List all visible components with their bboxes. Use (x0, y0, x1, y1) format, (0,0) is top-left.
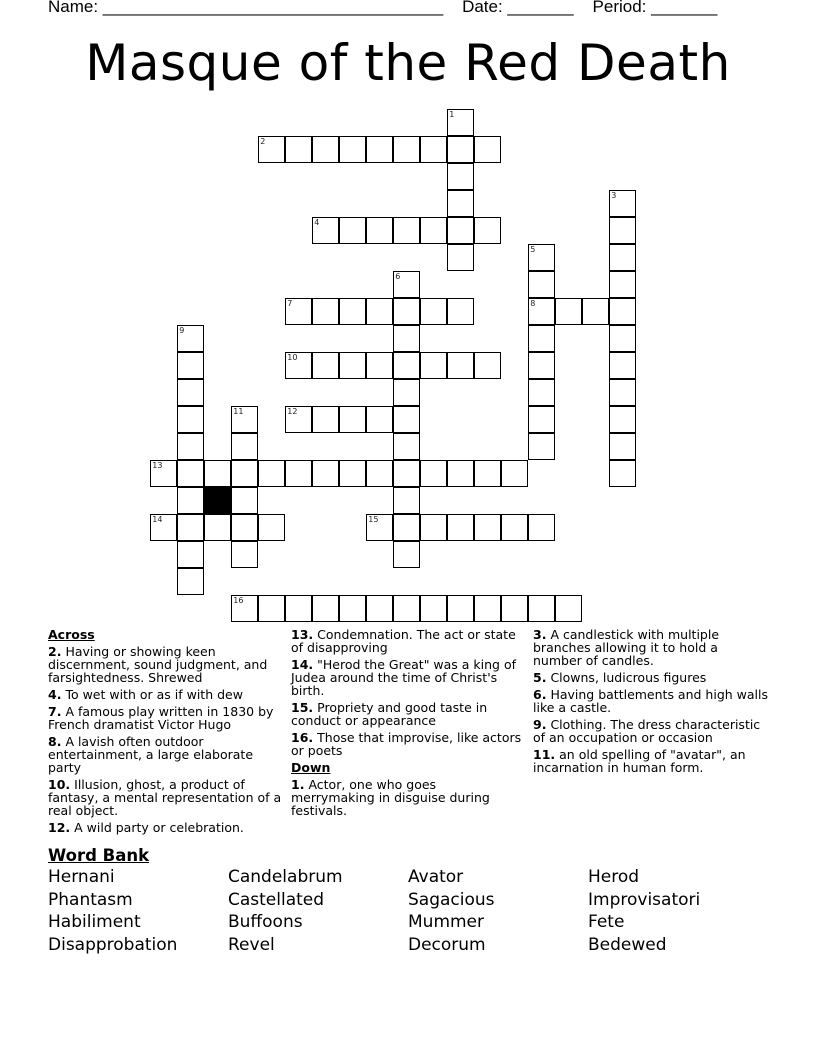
word-bank-item: Habiliment (48, 912, 141, 933)
clue-across-15: 15. Propriety and good taste in conduct or appearance (291, 700, 488, 728)
clue-down-9: 9. Clothing. The dress characteristic of an occupation or occasion (533, 717, 761, 745)
grid-cell[interactable] (177, 379, 204, 406)
grid-cell[interactable] (420, 595, 447, 622)
grid-cell[interactable] (609, 190, 636, 217)
clue-across-2: 2. Having or showing keen discernment, sound judgment, and farsightedness. Shrewed (48, 644, 268, 685)
grid-cell[interactable] (258, 514, 285, 541)
clues-column-2 (291, 628, 523, 821)
grid-cell[interactable] (231, 433, 258, 460)
grid-cell[interactable] (609, 352, 636, 379)
word-bank (48, 866, 768, 956)
grid-cell[interactable] (258, 595, 285, 622)
clue-down-11: 11. an old spelling of "avatar", an incarnation in human form. (533, 747, 746, 775)
grid-cell[interactable] (258, 136, 285, 163)
clue-number: 7 (287, 299, 293, 309)
word-bank-item: Decorum (408, 934, 486, 955)
black-cell (204, 487, 231, 514)
grid-cell[interactable] (177, 406, 204, 433)
grid-cell[interactable] (366, 460, 393, 487)
grid-cell[interactable] (447, 217, 474, 244)
grid-cell[interactable] (609, 379, 636, 406)
grid-cell[interactable] (312, 217, 339, 244)
word-bank-item: Avator (408, 867, 464, 887)
clue-number: 15 (368, 515, 379, 525)
grid-cell[interactable] (231, 541, 258, 568)
clue-across-12: 12. A wild party or celebration. (48, 820, 244, 835)
grid-cell[interactable] (231, 406, 258, 433)
grid-cell[interactable] (474, 136, 501, 163)
grid-cell[interactable] (447, 460, 474, 487)
grid-cell[interactable] (555, 298, 582, 325)
grid-cell[interactable] (339, 406, 366, 433)
student-info-line (48, 0, 717, 17)
grid-cell[interactable] (528, 298, 555, 325)
grid-cell[interactable] (177, 325, 204, 352)
grid-cell[interactable] (177, 514, 204, 541)
grid-cell[interactable] (501, 460, 528, 487)
grid-cell[interactable] (366, 298, 393, 325)
grid-cell[interactable] (312, 352, 339, 379)
grid-cell[interactable] (393, 487, 420, 514)
name-field[interactable]: Name: ____________________________________ (48, 0, 444, 16)
grid-cell[interactable] (312, 136, 339, 163)
grid-cell[interactable] (366, 595, 393, 622)
grid-cell[interactable] (177, 460, 204, 487)
grid-cell[interactable] (285, 406, 312, 433)
grid-cell[interactable] (474, 217, 501, 244)
clue-number: 9 (179, 326, 185, 336)
clue-down-6: 6. Having battlements and high walls like a castle. (533, 687, 768, 715)
grid-cell[interactable] (339, 217, 366, 244)
grid-cell[interactable] (420, 136, 447, 163)
grid-cell[interactable] (474, 460, 501, 487)
grid-cell[interactable] (177, 487, 204, 514)
grid-cell[interactable] (393, 433, 420, 460)
grid-cell[interactable] (231, 595, 258, 622)
grid-cell[interactable] (204, 460, 231, 487)
grid-cell[interactable] (528, 595, 555, 622)
grid-cell[interactable] (177, 433, 204, 460)
clue-down-1: 1. Actor, one who goes merrymaking in disguise during festivals. (291, 777, 490, 818)
grid-cell[interactable] (474, 514, 501, 541)
grid-cell[interactable] (177, 352, 204, 379)
grid-cell[interactable] (339, 136, 366, 163)
word-bank-heading: Word Bank (48, 846, 150, 865)
clue-across-16: 16. Those that improvise, like actors or poets (291, 730, 522, 758)
grid-cell[interactable] (285, 460, 312, 487)
grid-cell[interactable] (609, 406, 636, 433)
grid-cell[interactable] (393, 298, 420, 325)
grid-cell[interactable] (528, 514, 555, 541)
grid-cell[interactable] (312, 298, 339, 325)
grid-cell[interactable] (474, 352, 501, 379)
grid-cell[interactable] (393, 352, 420, 379)
grid-cell[interactable] (447, 514, 474, 541)
word-bank-item: Fete (588, 912, 625, 933)
clue-number: 3 (611, 191, 617, 201)
clue-down-3: 3. A candlestick with multiple branches allowing it to hold a number of candles. (533, 627, 720, 668)
clue-number: 13 (152, 461, 163, 471)
clue-number: 16 (233, 596, 244, 606)
date-field[interactable]: Date: _______ (462, 0, 574, 16)
grid-cell[interactable] (366, 217, 393, 244)
grid-cell[interactable] (528, 433, 555, 460)
grid-cell[interactable] (366, 136, 393, 163)
across-heading: Across (48, 627, 95, 642)
grid-cell[interactable] (177, 541, 204, 568)
grid-cell[interactable] (609, 298, 636, 325)
grid-cell[interactable] (420, 514, 447, 541)
grid-cell[interactable] (501, 514, 528, 541)
clue-number: 2 (260, 137, 266, 147)
clue-number: 1 (449, 110, 455, 120)
word-bank-item: Buffoons (228, 912, 303, 933)
grid-cell[interactable] (474, 595, 501, 622)
grid-cell[interactable] (420, 352, 447, 379)
clue-number: 4 (314, 218, 320, 228)
grid-cell[interactable] (312, 595, 339, 622)
grid-cell[interactable] (339, 298, 366, 325)
grid-cell[interactable] (393, 514, 420, 541)
grid-cell[interactable] (366, 514, 393, 541)
grid-cell[interactable] (528, 352, 555, 379)
grid-cell[interactable] (501, 595, 528, 622)
grid-cell[interactable] (393, 460, 420, 487)
grid-cell[interactable] (447, 136, 474, 163)
clue-number: 6 (395, 272, 401, 282)
grid-cell[interactable] (555, 595, 582, 622)
grid-cell[interactable] (420, 217, 447, 244)
grid-cell[interactable] (204, 514, 231, 541)
grid-cell[interactable] (339, 460, 366, 487)
clue-number: 14 (152, 515, 163, 525)
clue-number: 11 (233, 407, 244, 417)
clue-across-14: 14. "Herod the Great" was a king of Judea around the time of Christ's birth. (291, 657, 517, 698)
grid-cell[interactable] (231, 487, 258, 514)
clue-across-7: 7. A famous play written in 1830 by French dramatist Victor Hugo (48, 704, 274, 732)
down-heading: Down (291, 760, 331, 775)
word-bank-item: Revel (228, 934, 275, 955)
clue-across-13: 13. Condemnation. The act or state of disapproving (291, 627, 516, 655)
grid-cell[interactable] (393, 271, 420, 298)
grid-cell[interactable] (447, 244, 474, 271)
grid-cell[interactable] (393, 217, 420, 244)
clues-column-1 (48, 628, 284, 838)
grid-cell[interactable] (528, 271, 555, 298)
grid-cell[interactable] (609, 271, 636, 298)
grid-cell[interactable] (528, 406, 555, 433)
grid-cell[interactable] (393, 136, 420, 163)
word-bank-item: Herod (588, 867, 640, 887)
grid-cell[interactable] (285, 298, 312, 325)
clue-number: 5 (530, 245, 536, 255)
grid-cell[interactable] (609, 325, 636, 352)
clue-number: 12 (287, 407, 298, 417)
grid-cell[interactable] (177, 568, 204, 595)
word-bank-item: Bedewed (588, 934, 667, 955)
clue-number: 10 (287, 353, 298, 363)
grid-cell[interactable] (528, 244, 555, 271)
grid-cell[interactable] (231, 460, 258, 487)
grid-cell[interactable] (447, 190, 474, 217)
grid-cell[interactable] (366, 352, 393, 379)
grid-cell[interactable] (285, 595, 312, 622)
word-bank-item: Phantasm (48, 889, 133, 910)
clue-down-5: 5. Clowns, ludicrous figures (533, 670, 707, 685)
clue-across-4: 4. To wet with or as if with dew (48, 687, 243, 702)
grid-cell[interactable] (312, 460, 339, 487)
grid-cell[interactable] (285, 136, 312, 163)
grid-cell[interactable] (150, 514, 177, 541)
grid-cell[interactable] (393, 406, 420, 433)
grid-cell[interactable] (447, 595, 474, 622)
word-bank-item: Mummer (408, 912, 485, 933)
grid-cell[interactable] (231, 514, 258, 541)
period-field[interactable]: Period: _______ (592, 0, 718, 16)
grid-cell[interactable] (420, 298, 447, 325)
grid-cell[interactable] (447, 298, 474, 325)
grid-cell[interactable] (339, 352, 366, 379)
grid-cell[interactable] (393, 595, 420, 622)
grid-cell[interactable] (366, 406, 393, 433)
word-bank-item: Improvisatori (588, 889, 701, 910)
grid-cell[interactable] (447, 352, 474, 379)
grid-cell[interactable] (285, 352, 312, 379)
grid-cell[interactable] (393, 325, 420, 352)
grid-cell[interactable] (420, 460, 447, 487)
clue-across-8: 8. A lavish often outdoor entertainment, a large elaborate party (48, 734, 254, 775)
word-bank-item: Disapprobation (48, 934, 178, 955)
grid-cell[interactable] (582, 298, 609, 325)
grid-cell[interactable] (609, 217, 636, 244)
clues-column-3 (533, 628, 769, 778)
grid-cell[interactable] (447, 163, 474, 190)
grid-cell[interactable] (528, 325, 555, 352)
grid-cell[interactable] (339, 595, 366, 622)
grid-cell[interactable] (393, 379, 420, 406)
grid-cell[interactable] (312, 406, 339, 433)
grid-cell[interactable] (609, 460, 636, 487)
grid-cell[interactable] (447, 109, 474, 136)
clue-number: 8 (530, 299, 536, 309)
grid-cell[interactable] (609, 244, 636, 271)
clue-across-10: 10. Illusion, ghost, a product of fantasy, a mental representation of a real object. (48, 777, 282, 818)
grid-cell[interactable] (258, 460, 285, 487)
page-title: Masque of the Red Death (85, 34, 731, 92)
grid-cell[interactable] (609, 433, 636, 460)
word-bank-item: Candelabrum (228, 867, 343, 887)
grid-cell[interactable] (528, 379, 555, 406)
grid-cell[interactable] (150, 460, 177, 487)
word-bank-item: Hernani (48, 867, 115, 887)
word-bank-item: Castellated (228, 889, 325, 910)
word-bank-item: Sagacious (408, 889, 495, 910)
grid-cell[interactable] (393, 541, 420, 568)
